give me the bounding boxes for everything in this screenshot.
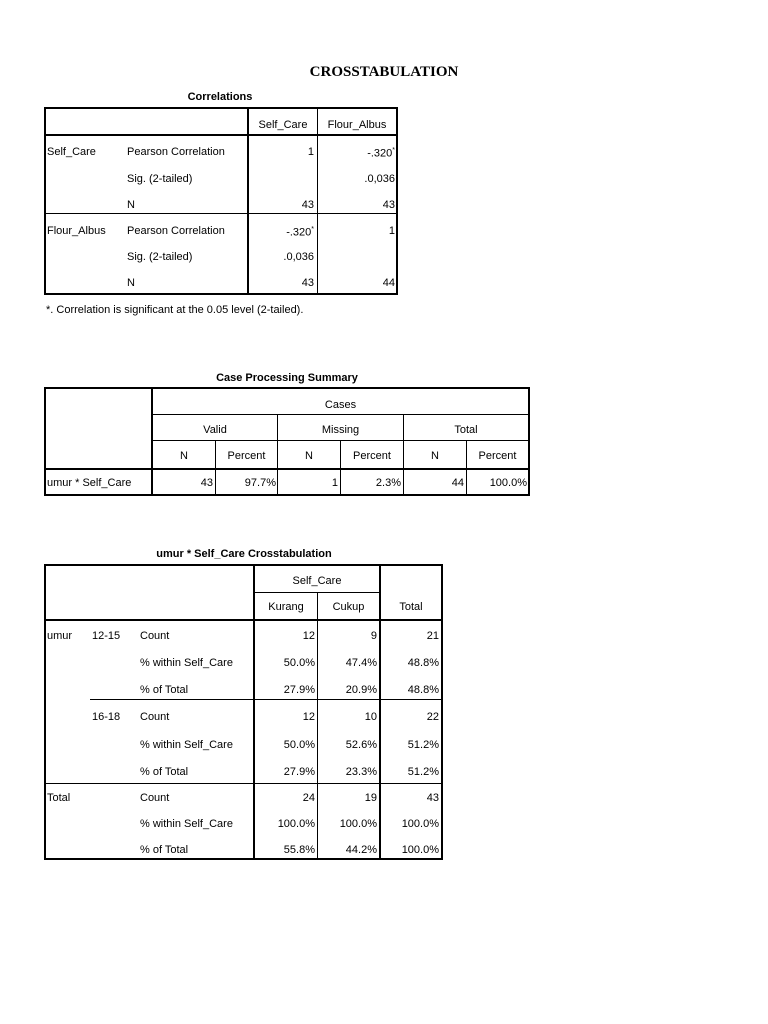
table-cell: 100.0%	[277, 818, 315, 830]
column-group-header: Self_Care	[292, 575, 342, 587]
table-cell: 100.0%	[401, 844, 439, 856]
column-header: N	[305, 450, 313, 462]
row-stat-label: Pearson Correlation	[127, 146, 225, 158]
column-header: Cukup	[332, 601, 365, 613]
table-cell: .0,036	[283, 251, 314, 263]
crosstab-title: umur * Self_Care Crosstabulation	[156, 548, 332, 560]
table-cell: 12	[302, 711, 315, 723]
table-cell: 100.0%	[339, 818, 377, 830]
row-group-label: Self_Care	[47, 146, 96, 158]
column-header: Self_Care	[258, 119, 308, 131]
cell-value: -.320	[367, 147, 393, 160]
table-cell: 44	[451, 477, 464, 489]
row-stat-label: % of Total	[140, 766, 189, 778]
row-stat-label: % within Self_Care	[140, 818, 233, 830]
table-cell: 50.0%	[283, 657, 315, 669]
row-group-label: 12-15	[92, 630, 121, 642]
table-cell: 48.8%	[407, 684, 439, 696]
table-cell: .0,036	[364, 173, 395, 185]
table-cell: 43	[426, 792, 439, 804]
table-border	[44, 858, 443, 860]
table-cell: 47.4%	[345, 657, 377, 669]
table-cell: 51.2%	[407, 739, 439, 751]
significance-mark: *	[392, 147, 395, 154]
significance-mark: *	[311, 226, 314, 233]
column-group-header: Valid	[203, 424, 227, 436]
table-cell: 1	[388, 225, 395, 237]
table-border	[44, 619, 443, 621]
table-cell: 2.3%	[375, 477, 401, 489]
table-cell: 10	[364, 711, 377, 723]
table-border	[90, 699, 443, 700]
row-stat-label: % of Total	[140, 844, 189, 856]
row-stat-label: % within Self_Care	[140, 657, 233, 669]
table-cell: 9	[370, 630, 377, 642]
table-cell: 52.6%	[345, 739, 377, 751]
row-group-label: Flour_Albus	[47, 225, 106, 237]
row-variable-label: umur	[47, 630, 73, 642]
row-stat-label: Count	[140, 630, 170, 642]
table-cell: 27.9%	[283, 766, 315, 778]
table-cell: 44	[382, 277, 395, 289]
table-cell: 12	[302, 630, 315, 642]
column-header: Percent	[353, 450, 391, 462]
row-stat-label: Pearson Correlation	[127, 225, 225, 237]
row-stat-label: % of Total	[140, 684, 189, 696]
table-cell: 43	[301, 199, 314, 211]
correlations-footnote: *. Correlation is significant at the 0.05 level (2-tailed).	[46, 304, 304, 316]
table-cell: 20.9%	[345, 684, 377, 696]
column-header: Total	[399, 601, 423, 613]
column-header: Kurang	[268, 601, 304, 613]
row-stat-label: Count	[140, 711, 170, 723]
table-cell: 27.9%	[283, 684, 315, 696]
table-cell: 23.3%	[345, 766, 377, 778]
table-cell: 51.2%	[407, 766, 439, 778]
table-border	[44, 564, 46, 860]
table-cell: 1	[331, 477, 338, 489]
table-cell: 50.0%	[283, 739, 315, 751]
table-cell: 22	[426, 711, 439, 723]
row-stat-label: Sig. (2-tailed)	[127, 251, 193, 263]
table-border	[44, 564, 443, 566]
column-header: Percent	[478, 450, 517, 462]
page-title: CROSSTABULATION	[309, 64, 459, 80]
table-cell: 19	[364, 792, 377, 804]
table-cell: 43	[301, 277, 314, 289]
case-summary-title: Case Processing Summary	[216, 372, 358, 384]
row-label: umur * Self_Care	[47, 477, 132, 489]
table-cell: 21	[426, 630, 439, 642]
column-header: Percent	[227, 450, 266, 462]
table-cell: 43	[382, 199, 395, 211]
table-cell: 1	[307, 146, 314, 158]
row-stat-label: Sig. (2-tailed)	[127, 173, 193, 185]
table-cell: 24	[302, 792, 315, 804]
column-header: N	[431, 450, 439, 462]
column-header: Flour_Albus	[327, 119, 387, 131]
correlations-title: Correlations	[187, 91, 253, 103]
table-cell: 48.8%	[407, 657, 439, 669]
row-group-label: 16-18	[92, 711, 121, 723]
table-cell: 100.0%	[401, 818, 439, 830]
row-stat-label: Count	[140, 792, 170, 804]
row-group-label: Total	[47, 792, 71, 804]
table-border	[44, 783, 443, 784]
row-stat-label: N	[127, 199, 135, 211]
column-group-header: Missing	[321, 424, 360, 436]
row-stat-label: N	[127, 277, 135, 289]
table-cell: 97.7%	[244, 477, 276, 489]
table-cell: 100.0%	[489, 477, 527, 489]
table-cell: 55.8%	[283, 844, 315, 856]
column-group-header: Total	[454, 424, 478, 436]
column-header: N	[180, 450, 188, 462]
table-cell: 44.2%	[345, 844, 377, 856]
cell-value: -.320	[286, 226, 312, 239]
row-stat-label: % within Self_Care	[140, 739, 233, 751]
table-border	[441, 564, 443, 860]
cases-header: Cases	[324, 399, 357, 411]
table-cell: 43	[200, 477, 213, 489]
